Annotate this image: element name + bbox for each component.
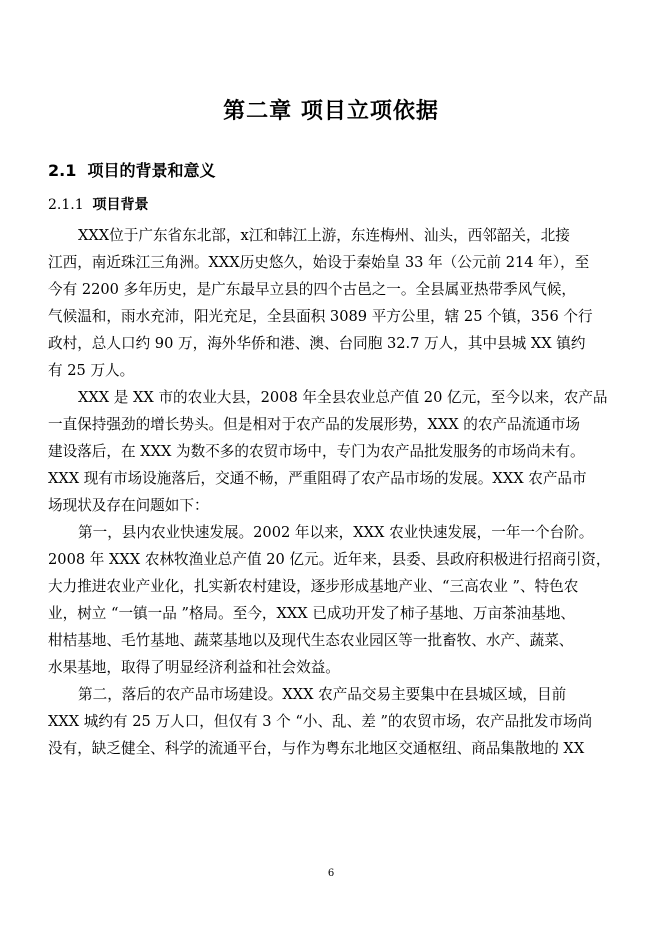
paragraph-1 — [48, 222, 614, 384]
paragraph-line: 江西，南近珠江三角洲。XXX历史悠久，始设于秦始皇 33 年（公元前 214 年），至 — [48, 254, 590, 271]
paragraph-line: 今有 2200 多年历史，是广东最早立县的四个古邑之一。全县属亚热带季风气候， — [48, 281, 577, 298]
paragraph-line: 柑桔基地、毛竹基地、蔬菜基地以及现代生态农业园区等一批畜牧、水产、蔬菜、 — [48, 632, 574, 649]
subsection-heading — [48, 194, 149, 214]
paragraph-line: 场现状及存在问题如下： — [48, 497, 209, 514]
paragraph-3 — [48, 519, 614, 681]
paragraph-line: 2008 年 XXX 农林牧渔业总产值 20 亿元。近年来，县委、县政府积极进行招商引资， — [48, 551, 611, 568]
body-text — [48, 222, 614, 762]
paragraph-line: 水果基地，取得了明显经济利益和社会效益。 — [48, 659, 340, 676]
page-number: 6 — [327, 868, 335, 879]
paragraph-line: 政村，总人口约 90 万，海外华侨和港、澳、台同胞 32.7 万人，其中县城 XX 镇约 — [48, 335, 586, 352]
paragraph-line: XXX 现有市场设施落后，交通不畅，严重阻碍了农产品市场的发展。XXX 农产品市 — [48, 470, 587, 487]
paragraph-line: XXX 城约有 25 万人口，但仅有 3 个 “小、乱、差 ”的农贸市场，农产品批发市场尚 — [48, 713, 593, 730]
paragraph-line: 气候温和，雨水充沛，阳光充足，全县面积 3089 平方公里，辖 25 个镇，356 个行 — [48, 308, 593, 325]
paragraph-line: 第一，县内农业快速发展。2002 年以来，XXX 农业快速发展，一年一个台阶。 — [78, 524, 594, 541]
chapter-title: 第二章 项目立项依据 — [223, 99, 439, 124]
paragraph-line: XXX位于广东省东北部，x江和韩江上游，东连梅州、汕头，西邻韶关，北接 — [78, 227, 570, 244]
paragraph-line: 一直保持强劲的增长势头。但是相对于农产品的发展形势，XXX 的农产品流通市场 — [48, 416, 580, 433]
paragraph-line: 业，树立 “一镇一品 ”格局。至今，XXX 已成功开发了柿子基地、万亩茶油基地、 — [48, 605, 576, 622]
section-number: 2.1 — [48, 161, 77, 180]
paragraph-2 — [48, 384, 614, 519]
paragraph-line: 建设落后，在 XXX 为数不多的农贸市场中，专门为农产品批发服务的市场尚未有。 — [48, 443, 585, 460]
section-heading — [48, 158, 216, 181]
paragraph-line: 第二，落后的农产品市场建设。XXX 农产品交易主要集中在县城区域，目前 — [78, 686, 567, 703]
subsection-title: 项目背景 — [92, 197, 149, 213]
section-title: 项目的背景和意义 — [87, 161, 216, 180]
subsection-number: 2.1.1 — [48, 197, 84, 213]
paragraph-line: 没有，缺乏健全、科学的流通平台，与作为粤东北地区交通枢纽、商品集散地的 XX — [48, 740, 585, 757]
paragraph-4 — [48, 681, 614, 762]
paragraph-line: XXX 是 XX 市的农业大县，2008 年全县农业总产值 20 亿元，至今以来，农产品 — [78, 389, 608, 406]
paragraph-line: 大力推进农业产业化，扎实新农村建设，逐步形成基地产业、“三高农业 ”、特色农 — [48, 578, 579, 595]
paragraph-line: 有 25 万人。 — [48, 362, 135, 379]
